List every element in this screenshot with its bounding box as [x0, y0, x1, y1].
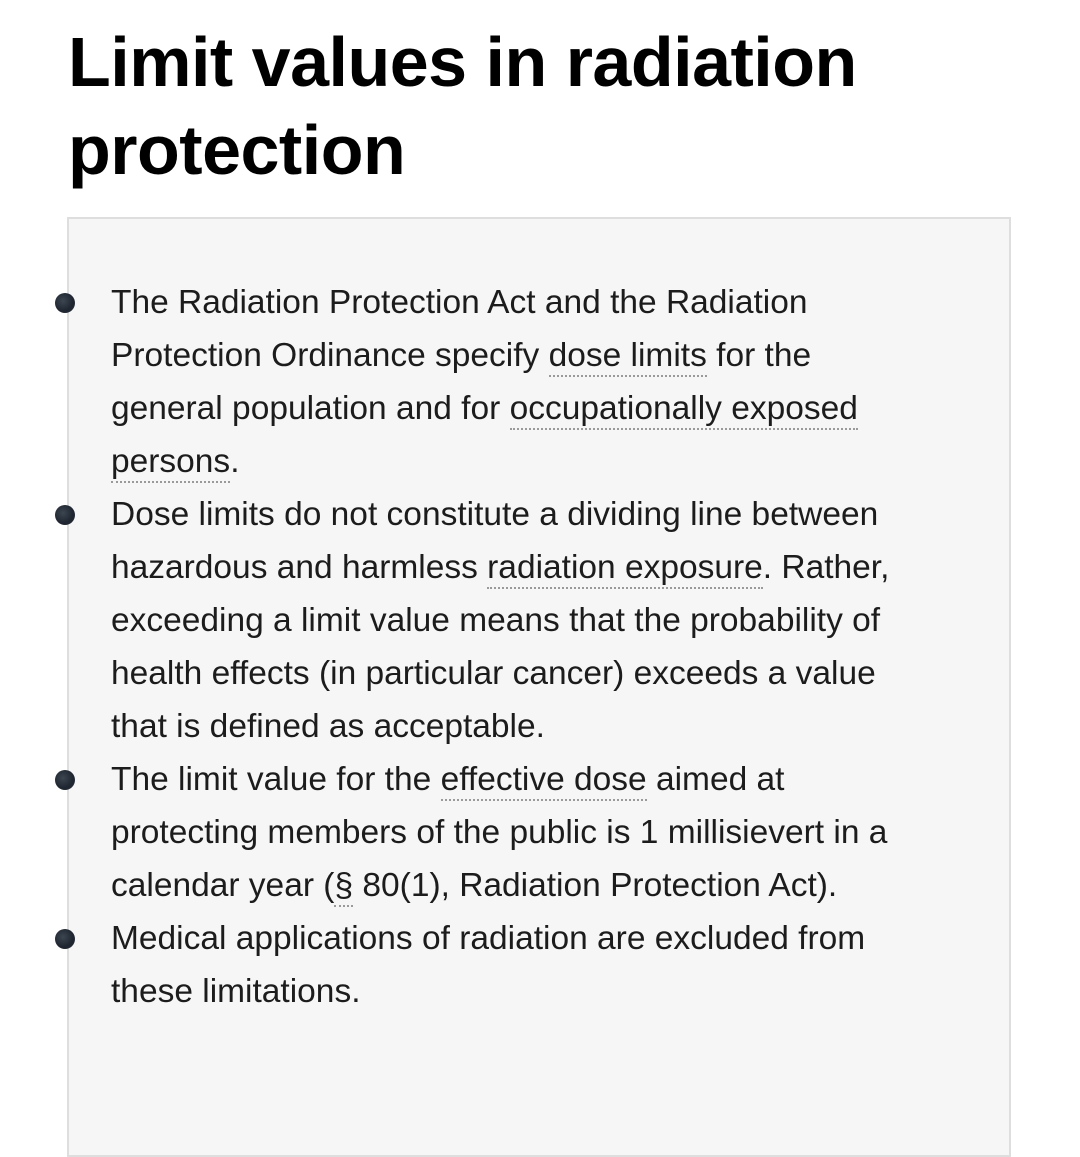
item-text: The Radiation Protection Act and the Radiation Protection Ordinance specify [111, 284, 808, 374]
glossary-term-dose-limits[interactable]: dose limits [549, 337, 707, 377]
bullet-icon [55, 505, 75, 525]
item-text: for the general population and for [111, 337, 812, 427]
bullet-icon [55, 929, 75, 949]
bullet-list [111, 276, 911, 1018]
page-title: Limit values in radiation protection [68, 23, 857, 189]
item-text: 80(1), Radiation Protection Act). [353, 867, 838, 904]
bullet-icon [55, 293, 75, 313]
item-text: The limit value for the [111, 761, 441, 798]
bullet-icon [55, 770, 75, 790]
item-text: . [230, 443, 240, 480]
list-item [111, 276, 911, 488]
glossary-term-effective-dose[interactable]: effective dose [441, 761, 647, 801]
item-text: Dose limits do not constitute a dividing line between hazardous and harmless [111, 496, 879, 586]
item-text: . Rather, exceeding a limit value means that the probability of health effects (in particular cancer) exceeds a value that is defined as acceptable. [111, 549, 890, 745]
item-text: Medical applications of radiation are excluded from these limitations. [111, 920, 866, 1010]
glossary-term-radiation-exposure[interactable]: radiation exposure [487, 549, 763, 589]
list-item [111, 488, 911, 753]
list-item [111, 912, 911, 1018]
glossary-term-occupationally-exposed-persons[interactable]: occupationally exposed persons [111, 390, 858, 483]
glossary-term-section[interactable]: § [334, 867, 353, 907]
item-text: aimed at protecting members of the public is 1 millisievert in a calendar year ( [111, 761, 888, 904]
list-item [111, 753, 911, 912]
